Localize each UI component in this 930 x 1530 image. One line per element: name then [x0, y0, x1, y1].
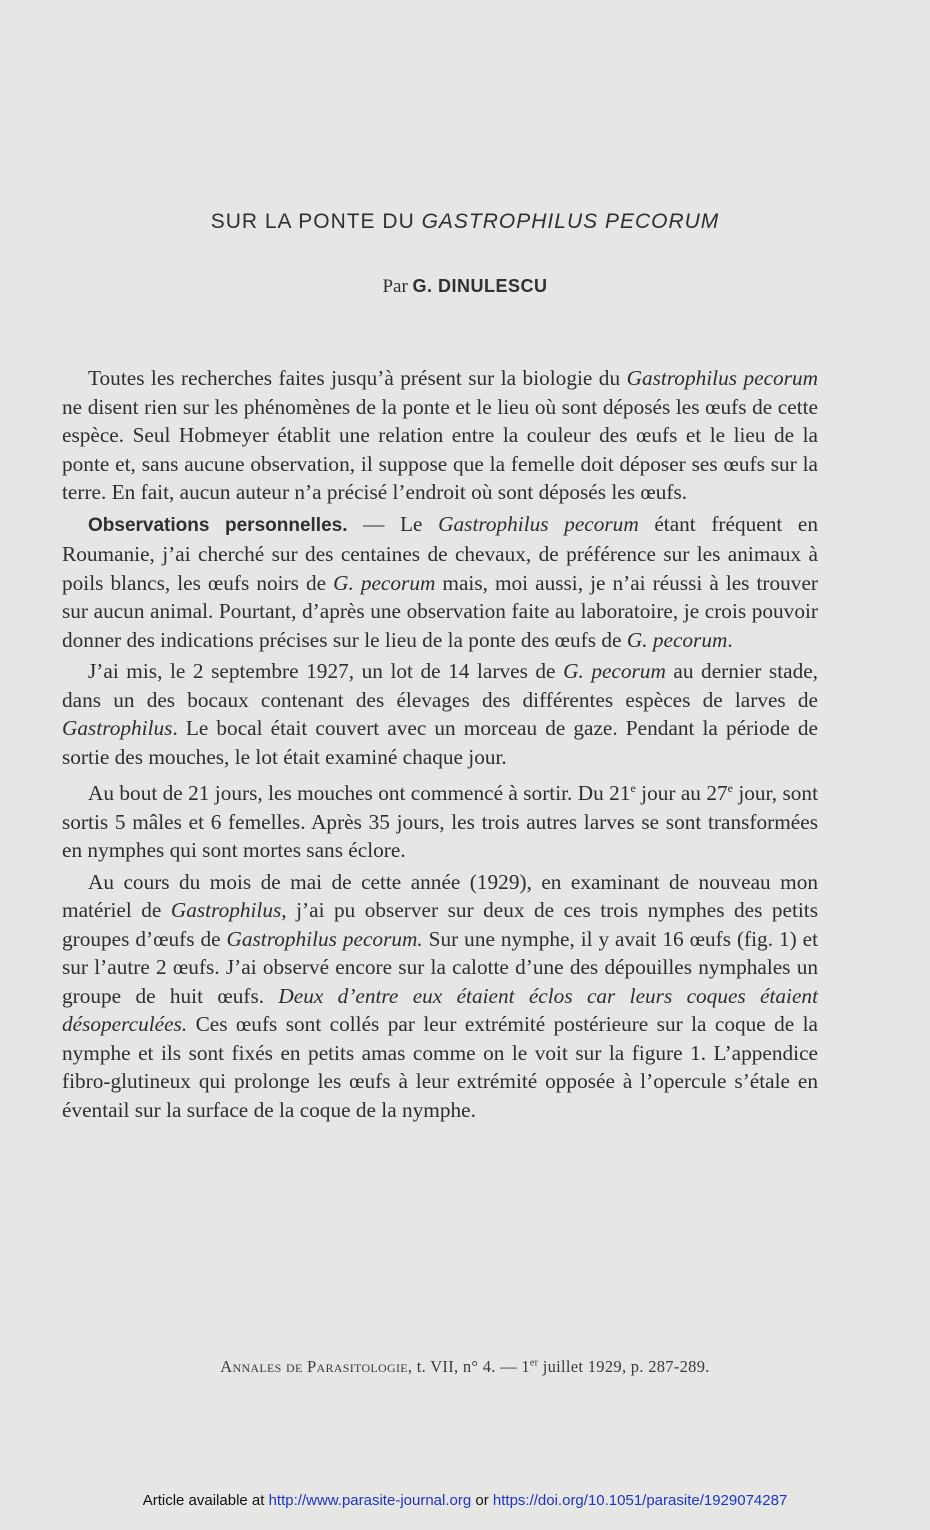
journal-link[interactable]: http://www.parasite-journal.org	[268, 1492, 472, 1509]
citation-date-pages: juillet 1929, p. 287-289.	[538, 1357, 710, 1376]
text-run: . Le bocal était couvert avec un morceau de gaze. Pendant la période de sortie des mouches, le lot était examiné chaque jour.	[62, 716, 818, 769]
paragraph	[62, 510, 818, 655]
availability-or: or	[471, 1492, 493, 1509]
paragraph	[62, 774, 818, 865]
paragraph	[62, 657, 818, 771]
italic-text: G. pecorum	[563, 659, 666, 683]
availability-prefix: Article available at	[142, 1492, 269, 1509]
citation-sup: er	[529, 1357, 539, 1369]
citation-details: , t. VII, n° 4. — 1	[407, 1357, 530, 1376]
article-title	[0, 210, 930, 234]
italic-text: Gastrophilus pecorum	[438, 511, 639, 536]
text-run: .	[727, 627, 733, 652]
byline-prefix: Par	[382, 276, 413, 297]
doi-link[interactable]: https://doi.org/10.1051/parasite/1929074287	[492, 1492, 788, 1509]
author-name: G. DINULESCU	[412, 276, 548, 296]
journal-name: Annales de Parasitologie	[220, 1357, 408, 1376]
text-run: mais, moi aussi, je n’ai réussi à les trouver sur aucun animal. Pourtant, d’après une observation faite au laboratoire, je crois pouvoir donner des indications précises sur le lieu de la ponte des œufs de	[62, 570, 819, 652]
text-run: ne disent rien sur les phénomènes de la ponte et le lieu où sont déposés les œufs de cette espèce. Seul Hobmeyer établit une relation entre la couleur des œufs et le lieu de la ponte et, sans aucune observation, il suppose que la femelle doit déposer ses œufs sur la terre. En fait, aucun auteur n’a précisé l’endroit où sont déposés les œufs.	[62, 394, 818, 504]
text-run: j’ai pu observer sur deux de ces trois nymphes des petits groupes d’œufs de	[62, 898, 818, 951]
text-run: étant fréquent en Roumanie, j’ai cherché sur des centaines de chevaux, de préférence sur les animaux à poils blancs, les œufs noirs de	[62, 511, 819, 595]
superscript: e	[630, 781, 636, 795]
italic-text: Gastrophilus,	[170, 898, 287, 923]
text-run: au dernier stade, dans un des bocaux contenant des élevages des différentes espèces de larves de	[62, 659, 818, 712]
italic-text: Gastrophilus pecorum	[626, 366, 818, 390]
italic-text: Gastrophilus	[62, 716, 173, 740]
article-body	[62, 364, 818, 1124]
text-run: Au cours du mois de mai de cette année (1929), en examinant de nouveau mon matériel de	[62, 869, 818, 923]
text-run: jour au 27	[635, 781, 728, 806]
byline	[0, 276, 930, 298]
italic-text: Gastrophilus pecorum.	[226, 926, 423, 951]
italic-text: G. pecorum	[333, 570, 436, 595]
paragraph	[62, 364, 818, 507]
text-run: jour, sont sortis 5 mâles et 6 femelles. Après 35 jours, les trois autres larves se sont transformées en nymphes qui sont mortes sans éclore.	[62, 781, 818, 863]
text-run: Ces œufs sont collés par leur extrémité postérieure sur la coque de la nymphe et ils sont fixés en petits amas comme on le voit sur la figure 1. L’appendice fibro-glutineux qui prolonge les œufs à leur extrémité opposée à l’opercule s’étale en éventail sur la surface de la coque de la nymphe.	[62, 1012, 818, 1122]
title-species: GASTROPHILUS PECORUM	[421, 210, 720, 233]
superscript: e	[727, 781, 733, 795]
text-run: Toutes les recherches faites jusqu’à présent sur la biologie du	[88, 366, 627, 390]
text-run: — Le	[347, 511, 439, 536]
text-run: J’ai mis, le 2 septembre 1927, un lot de 14 larves de	[88, 659, 564, 683]
italic-text: G. pecorum	[626, 627, 728, 652]
paragraph	[62, 868, 818, 1125]
text-run: Au bout de 21 jours, les mouches ont commencé à sortir. Du 21	[88, 781, 631, 806]
availability-notice	[0, 1492, 930, 1509]
citation-footer	[0, 1357, 930, 1377]
text-run: Sur une nymphe, il y avait 16 œufs (fig. 1) et sur l’autre 2 œufs. J’ai observé encore sur la calotte d’une des dépouilles nymphales un groupe de huit œufs.	[62, 926, 818, 1008]
title-prefix: SUR LA PONTE DU	[210, 210, 422, 233]
italic-text: Deux d’entre eux étaient éclos car leurs coques étaient désoperculées.	[62, 983, 818, 1037]
section-lead: Observations personnelles.	[88, 514, 348, 536]
